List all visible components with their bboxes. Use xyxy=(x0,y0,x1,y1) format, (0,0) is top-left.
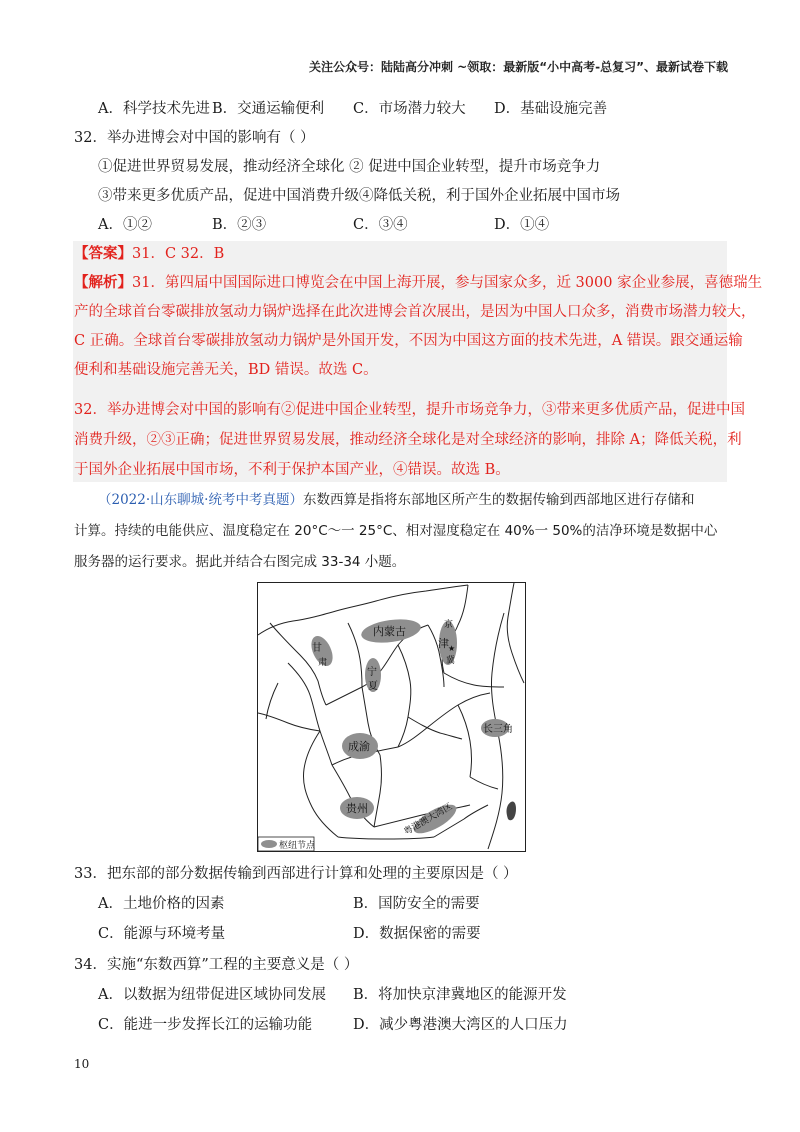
q32-option-c: C．③④ xyxy=(353,217,408,233)
analysis-line-7: 于国外企业拓展中国市场，不利于保护本国产业，④错误。故选 B。 xyxy=(74,462,510,478)
map-legend xyxy=(258,837,316,851)
answer-tag: 【答案】 xyxy=(74,245,132,262)
map-svg xyxy=(258,583,525,851)
answer-text: 31．C 32．B xyxy=(132,246,225,262)
q31-option-a: A．科学技术先进 xyxy=(98,101,210,117)
passage-line-3: 服务器的运行要求。据此并结合右图完成 33-34 小题。 xyxy=(74,554,406,570)
label-ji: 冀 xyxy=(446,656,456,666)
page-header: 关注公众号：陆陆高分冲刺 ~领取：最新版“小中高考-总复习”、最新试卷下载 xyxy=(309,60,728,74)
label-jing: 京 xyxy=(444,620,454,630)
analysis-line-1 xyxy=(74,273,762,293)
label-su: 肃 xyxy=(318,658,328,668)
analysis-tag: 【解析】 xyxy=(74,274,132,291)
q32-statement-2: ③带来更多优质产品，促进中国消费升级④降低关税，利于国外企业拓展中国市场 xyxy=(98,188,620,204)
analysis-line-5: 32．举办进博会对中国的影响有②促进中国企业转型，提升市场竞争力，③带来更多优质产品，促进中国 xyxy=(74,402,745,418)
answer-line xyxy=(74,244,224,264)
q34-option-c: C．能进一步发挥长江的运输功能 xyxy=(98,1017,313,1033)
label-ning: 宁 xyxy=(367,667,377,678)
q31-option-c: C．市场潜力较大 xyxy=(353,101,466,117)
analysis-text-1: 31．第四届中国国际进口博览会在中国上海开展，参与国家众多，近 3000 家企业参展，喜德瑞生 xyxy=(132,275,763,291)
taiwan-island xyxy=(507,802,517,821)
q31-option-b: B．交通运输便利 xyxy=(212,101,325,117)
china-data-hub-map xyxy=(257,582,526,852)
label-gan: 甘 xyxy=(312,643,322,654)
q34-option-a: A．以数据为纽带促进区域协同发展 xyxy=(98,987,326,1003)
label-xia: 夏 xyxy=(368,681,378,692)
label-changsanjiao: 长三角 xyxy=(483,724,513,735)
analysis-line-6: 消费升级，②③正确；促进世界贸易发展，推动经济全球化是对全球经济的影响，排除 A；降低关税，利 xyxy=(74,432,742,448)
analysis-line-3: C 正确。全球首台零碳排放氢动力锅炉是外国开发，不因为中国这方面的技术先进，A 错误。跟交通运输 xyxy=(74,333,743,349)
q33-option-b: B．国防安全的需要 xyxy=(353,896,480,912)
analysis-line-4: 便利和基础设施完善无关，BD 错误。故选 C。 xyxy=(74,362,378,378)
label-chengyu: 成渝 xyxy=(348,740,370,753)
label-neimenggu: 内蒙古 xyxy=(373,625,406,638)
q33-option-a: A．土地价格的因素 xyxy=(98,896,225,912)
passage-text-1: 东数西算是指将东部地区所产生的数据传输到西部地区进行存储和 xyxy=(302,492,695,508)
passage-line-1 xyxy=(98,490,694,510)
passage-source: （2022·山东聊城·统考中考真题） xyxy=(98,492,303,508)
q33-option-c: C．能源与环境考量 xyxy=(98,926,226,942)
label-guizhou: 贵州 xyxy=(346,802,368,815)
passage-line-2: 计算。持续的电能供应、温度稳定在 20°C～一 25°C、相对湿度稳定在 40%一 50%的洁净环境是数据中心 xyxy=(74,523,718,539)
page-number: 10 xyxy=(74,1057,90,1071)
label-yuegangao: 粤港澳大湾区 xyxy=(402,801,455,838)
q34-option-d: D．减少粤港澳大湾区的人口压力 xyxy=(353,1017,568,1033)
q32-statement-1: ①促进世界贸易发展，推动经济全球化 ② 促进中国企业转型，提升市场竞争力 xyxy=(98,159,601,175)
q32-option-d: D．①④ xyxy=(494,217,550,233)
q34-stem: 34．实施“东数西算”工程的主要意义是（ ） xyxy=(74,957,359,973)
beijing-star-icon: ★ xyxy=(448,644,456,653)
legend-node-swatch xyxy=(261,840,277,848)
q33-stem: 33．把东部的部分数据传输到西部进行计算和处理的主要原因是（ ） xyxy=(74,866,518,882)
q32-option-b: B．②③ xyxy=(212,217,267,233)
q32-stem: 32．举办进博会对中国的影响有（ ） xyxy=(74,130,315,146)
q31-option-d: D．基础设施完善 xyxy=(494,101,608,117)
q33-option-d: D．数据保密的需要 xyxy=(353,926,481,942)
q34-option-b: B．将加快京津冀地区的能源开发 xyxy=(353,987,567,1003)
hub-nodes xyxy=(307,616,509,839)
label-jin: 津 xyxy=(438,637,449,650)
analysis-line-2: 产的全球首台零碳排放氢动力锅炉选择在此次进博会首次展出，是因为中国人口众多，消费市场潜力较大， xyxy=(74,304,756,320)
legend-label: 枢纽节点 xyxy=(279,841,316,851)
q32-option-a: A．①② xyxy=(98,217,152,233)
